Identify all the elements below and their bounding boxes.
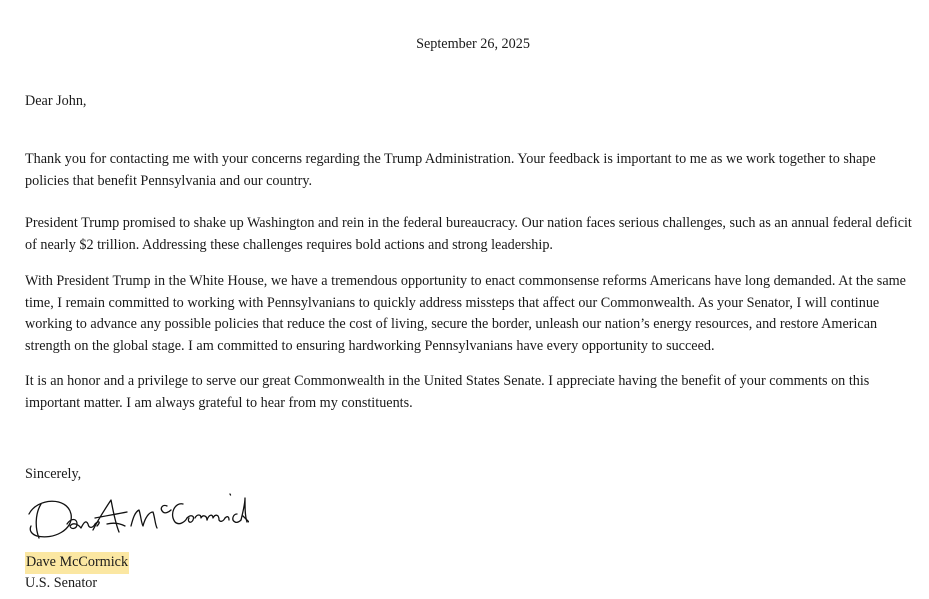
paragraph-2: President Trump promised to shake up Washington and rein in the federal bureaucracy. Our nation faces serious challenges, such as an annual federal deficit of nearly $2 trillion. Addressing these challenges requires bold actions and strong leadership. — [25, 215, 912, 253]
handwritten-signature — [27, 488, 249, 546]
paragraph-4: It is an honor and a privilege to serve our great Commonwealth in the United States Senate. I appreciate having the benefit of your comments on this important matter. I am always grateful to hear from my constituents. — [25, 373, 870, 411]
signer-title: U.S. Senator — [25, 575, 98, 591]
closing: Sincerely, — [25, 466, 82, 482]
letter-body — [25, 0, 921, 599]
salutation: Dear John, — [25, 93, 87, 109]
signer-name: Dave McCormick — [25, 552, 129, 574]
letter-date: September 26, 2025 — [416, 36, 530, 52]
paragraph-1: Thank you for contacting me with your concerns regarding the Trump Administration. Your feedback is important to me as we work together to shape policies that benefit Pennsylvania and our country. — [25, 151, 876, 189]
paragraph-3: With President Trump in the White House, we have a tremendous opportunity to enact commonsense reforms Americans have long demanded. At the same time, I remain committed to working with Pennsylvanians to quickly address missteps that affect our Commonwealth. As your Senator, I will continue working to advance any possible policies that reduce the cost of living, secure the border, unleash our nation’s energy resources, and restore American strength on the global stage. I am committed to ensuring hardworking Pennsylvanians have every opportunity to succeed. — [25, 273, 906, 354]
